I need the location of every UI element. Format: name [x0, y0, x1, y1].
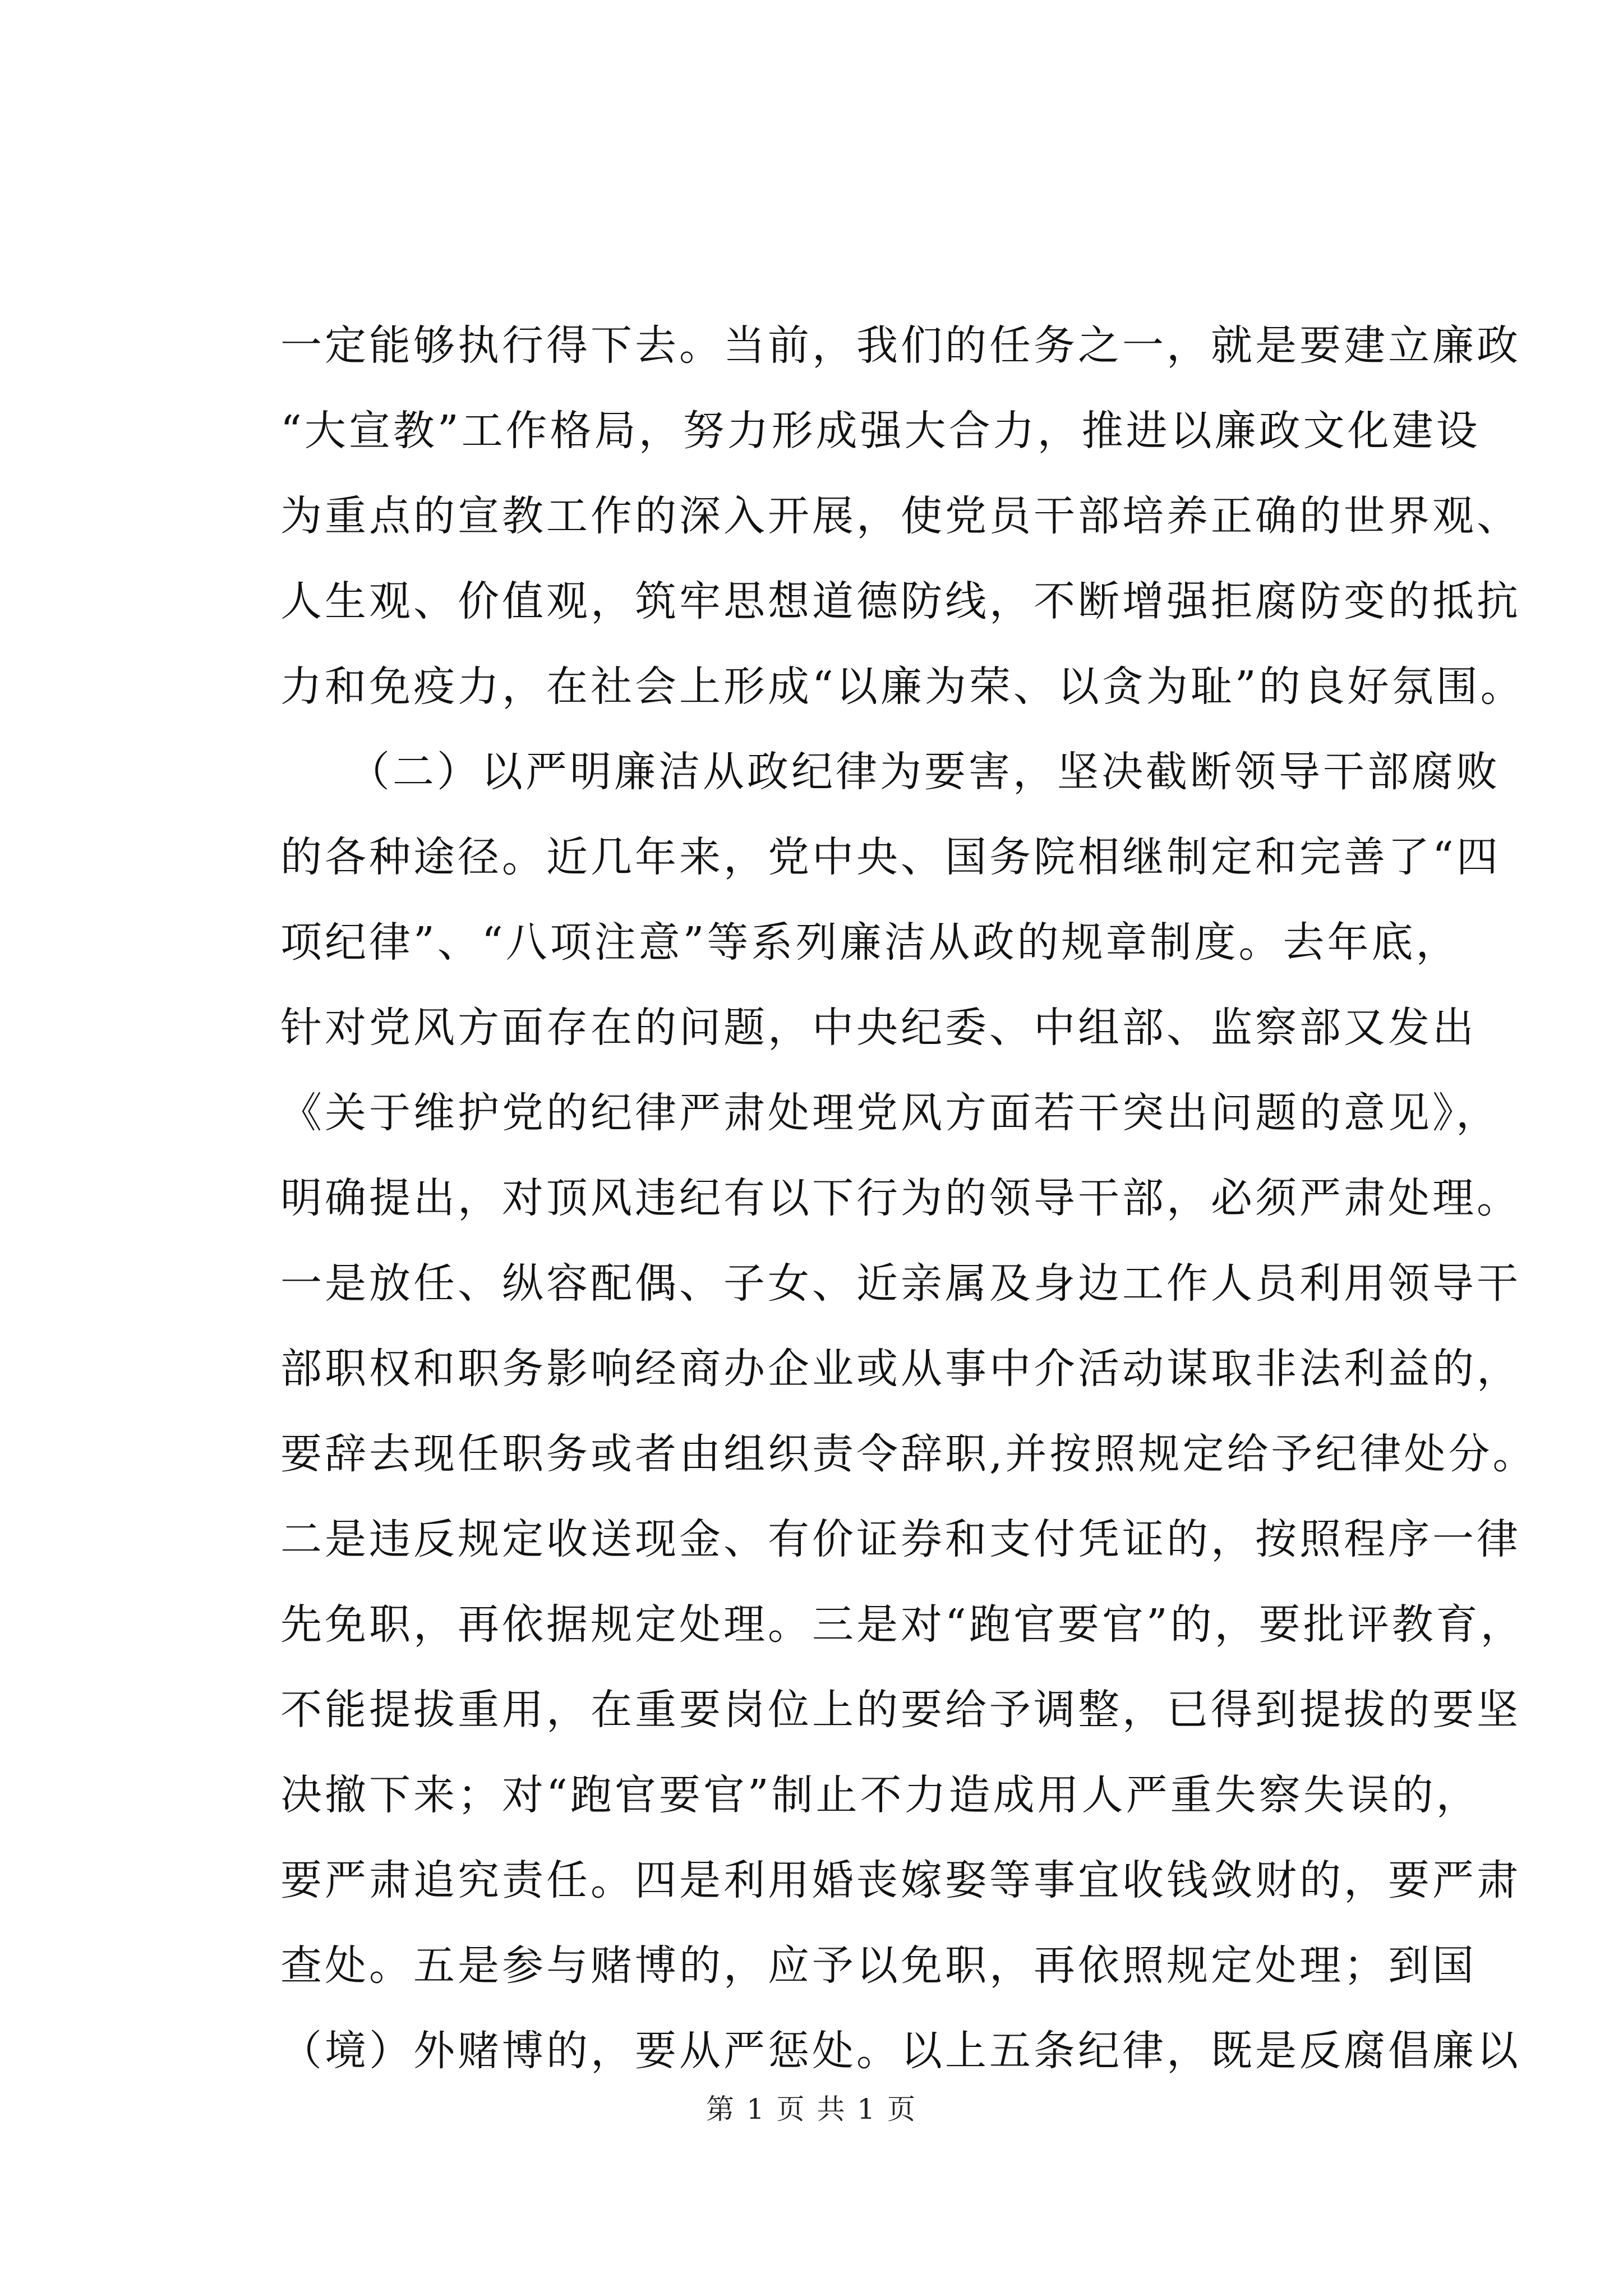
- text-line: 一定能够执行得下去。当前，我们的任务之一，就是要建立廉政: [280, 321, 1521, 370]
- text-line: （境）外赌博的，要从严惩处。以上五条纪律，既是反腐倡廉以: [280, 2027, 1521, 2075]
- text-line: 先免职，再依据规定处理。三是对“跑官要官”的，要批评教育，: [280, 1600, 1525, 1649]
- text-line: 不能提拔重用，在重要岗位上的要给予调整，已得到提拔的要坚: [280, 1686, 1521, 1734]
- text-line: 的各种途径。近几年来，党中央、国务院相继制定和完善了“四: [280, 833, 1501, 881]
- document-body: [280, 303, 1537, 2093]
- text-line: 人生观、价值观，筑牢思想道德防线，不断增强拒腐防变的抵抗: [280, 577, 1521, 625]
- text-line: 针对党风方面存在的问题，中央纪委、中组部、监察部又发出: [280, 1004, 1477, 1052]
- text-line: （二）以严明廉洁从政纪律为要害，坚决截断领导干部腐败: [280, 748, 1500, 796]
- text-line: 部职权和职务影响经商办企业或从事中介活动谋取非法利益的，: [280, 1345, 1521, 1393]
- text-line: 明确提出，对顶风违纪有以下行为的领导干部，必须严肃处理。: [280, 1174, 1521, 1222]
- text-line: 力和免疫力，在社会上形成“以廉为荣、以贪为耻”的良好氛围。: [280, 662, 1525, 711]
- text-line: 为重点的宣教工作的深入开展，使党员干部培养正确的世界观、: [280, 492, 1521, 540]
- text-line: 一是放任、纵容配偶、子女、近亲属及身边工作人员利用领导干: [280, 1259, 1521, 1308]
- text-line: 查处。五是参与赌博的，应予以免职，再依照规定处理；到国: [280, 1941, 1477, 1990]
- text-line: 二是违反规定收送现金、有价证券和支付凭证的，按照程序一律: [280, 1515, 1521, 1563]
- page-number: 第 1 页 共 1 页: [706, 2093, 917, 2125]
- page-footer: [0, 2087, 1623, 2132]
- text-line: 要辞去现任职务或者由组织责令辞职,并按照规定给予纪律处分。: [280, 1430, 1537, 1478]
- text-line: 项纪律”、“八项注意”等系列廉洁从政的规章制度。去年底，: [280, 918, 1460, 967]
- text-line: 《关于维护党的纪律严肃处理党风方面若干突出问题的意见》，: [280, 1089, 1500, 1137]
- text-line: “大宣教”工作格局，努力形成强大合力，推进以廉政文化建设: [280, 407, 1481, 455]
- text-line: 要严肃追究责任。四是利用婚丧嫁娶等事宜收钱敛财的，要严肃: [280, 1856, 1521, 1904]
- text-line: 决撤下来；对“跑官要官”制止不力造成用人严重失察失误的，: [280, 1771, 1481, 1819]
